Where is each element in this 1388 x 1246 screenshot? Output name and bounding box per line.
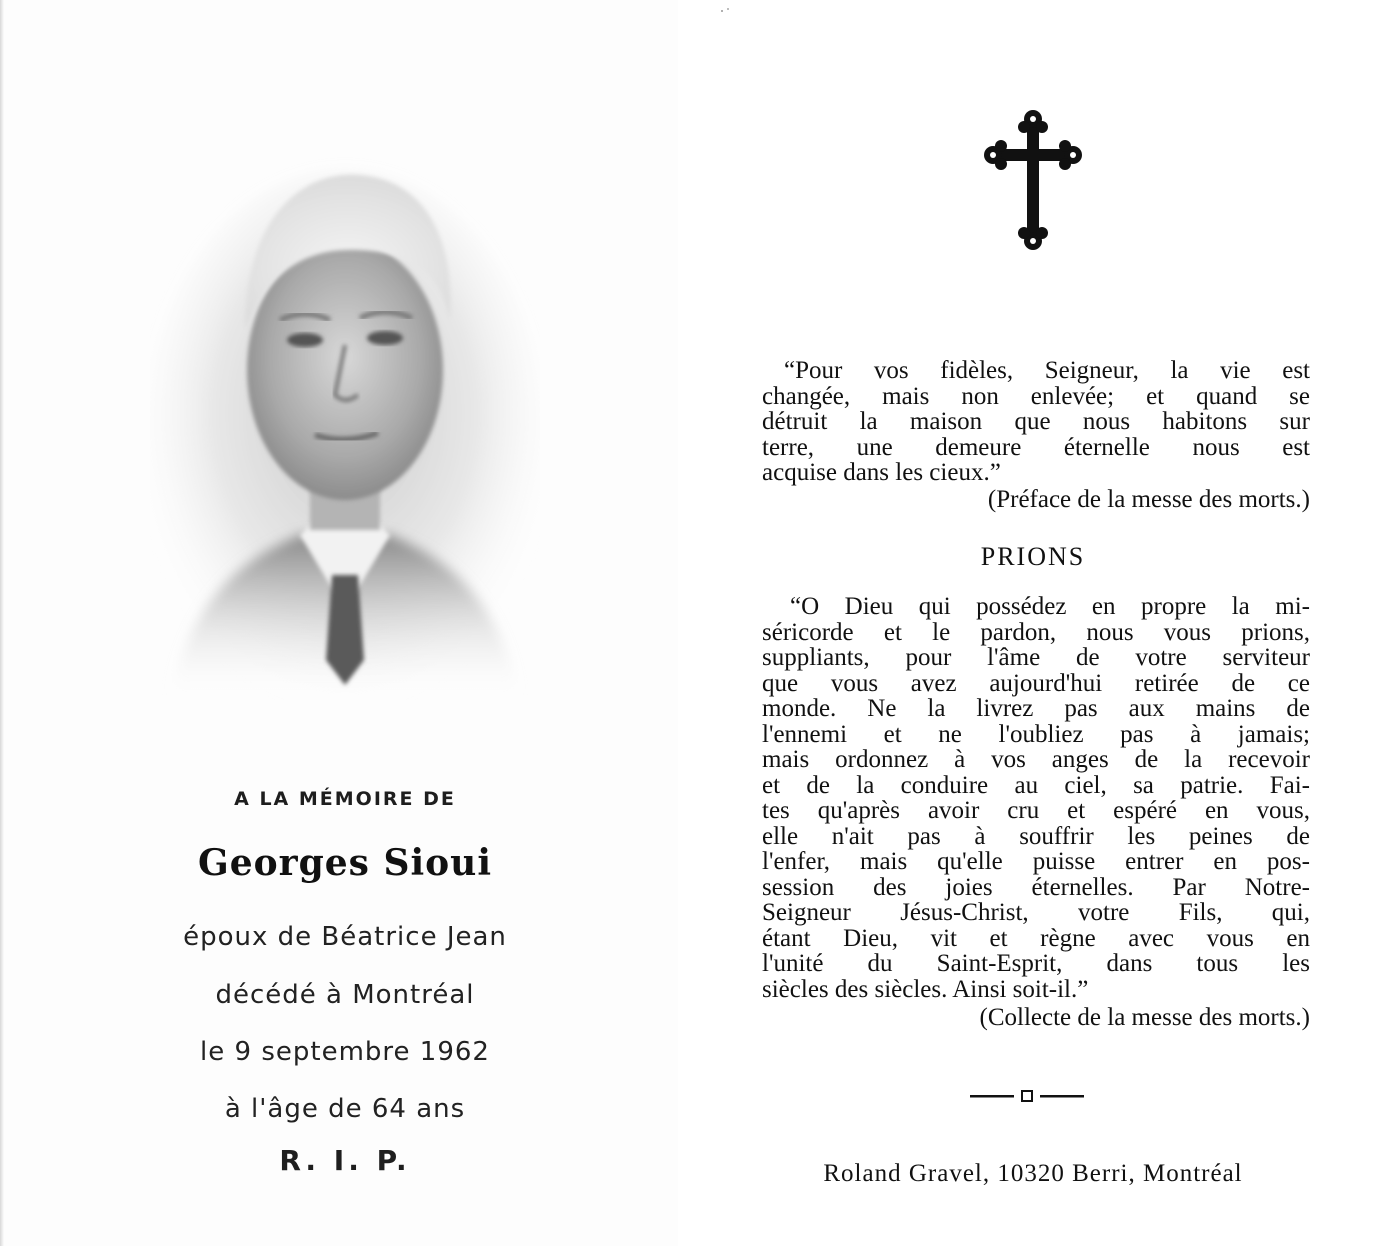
portrait-photo xyxy=(150,140,540,700)
prayer-line: mais ordonnez à vos anges de la recevoir xyxy=(762,746,1310,773)
prayer-line: que vous avez aujourd'hui retirée de ce xyxy=(762,669,1310,697)
death-place-line: décédé à Montréal xyxy=(215,980,475,1010)
prayer-line: session des joies éternelles. Par Notre- xyxy=(762,873,1310,901)
prayer-line: l'unité du Saint-Esprit, dans tous les xyxy=(762,950,1310,977)
preface-quote xyxy=(762,358,1310,486)
ornamental-divider xyxy=(970,1086,1090,1106)
preface-line: “Pour vos fidèles, Seigneur, la vie est xyxy=(784,357,1310,384)
prayer-line: tes qu'après avoir cru et espéré en vous, xyxy=(762,797,1310,824)
death-date-line: le 9 septembre 1962 xyxy=(200,1037,490,1067)
prayer-line: “O Dieu qui possédez en propre la mi- xyxy=(790,593,1310,620)
prayer-line: et de la conduire au ciel, sa patrie. Fai- xyxy=(762,771,1310,799)
prayer-line: l'ennemi et ne l'oubliez pas à jamais; xyxy=(762,720,1310,748)
printer-credit: Roland Gravel, 10320 Berri, Montréal xyxy=(823,1160,1243,1187)
prayer-line: elle n'ait pas à souffrir les peines de xyxy=(762,822,1310,850)
memorial-heading: A LA MÉMOIRE DE xyxy=(234,788,456,810)
prayer-line: siècles des siècles. Ainsi soit-il.” xyxy=(762,975,1089,1003)
spouse-line: époux de Béatrice Jean xyxy=(183,922,507,952)
preface-line: détruit la maison que nous habitons sur xyxy=(762,408,1310,435)
prayer-line: Seigneur Jésus-Christ, votre Fils, qui, xyxy=(762,899,1310,926)
deceased-name: Georges Sioui xyxy=(197,842,493,884)
age-line: à l'âge de 64 ans xyxy=(224,1094,466,1124)
prayer-line: séricorde et le pardon, nous vous prions, xyxy=(762,618,1310,646)
collecte-source: (Collecte de la messe des morts.) xyxy=(979,1004,1310,1031)
preface-line: terre, une demeure éternelle nous est xyxy=(762,433,1310,461)
prayer-line: l'enfer, mais qu'elle puisse entrer en pos- xyxy=(762,848,1310,875)
prayer-line: étant Dieu, vit et règne avec vous en xyxy=(762,924,1310,952)
prions-heading: PRIONS xyxy=(980,542,1086,571)
rip-text: R. I. P. xyxy=(279,1144,411,1177)
collecte-prayer xyxy=(762,594,1310,1002)
preface-line: acquise dans les cieux.” xyxy=(762,459,1001,486)
print-speck xyxy=(718,6,738,14)
back-panel xyxy=(678,0,1388,1246)
ornate-cross-icon xyxy=(983,105,1083,255)
front-panel xyxy=(0,0,678,1246)
preface-source: (Préface de la messe des morts.) xyxy=(987,486,1310,513)
preface-line: changée, mais non enlevée; et quand se xyxy=(762,382,1310,410)
prayer-line: suppliants, pour l'âme de votre serviteur xyxy=(762,644,1310,671)
prayer-line: monde. Ne la livrez pas aux mains de xyxy=(762,695,1310,722)
